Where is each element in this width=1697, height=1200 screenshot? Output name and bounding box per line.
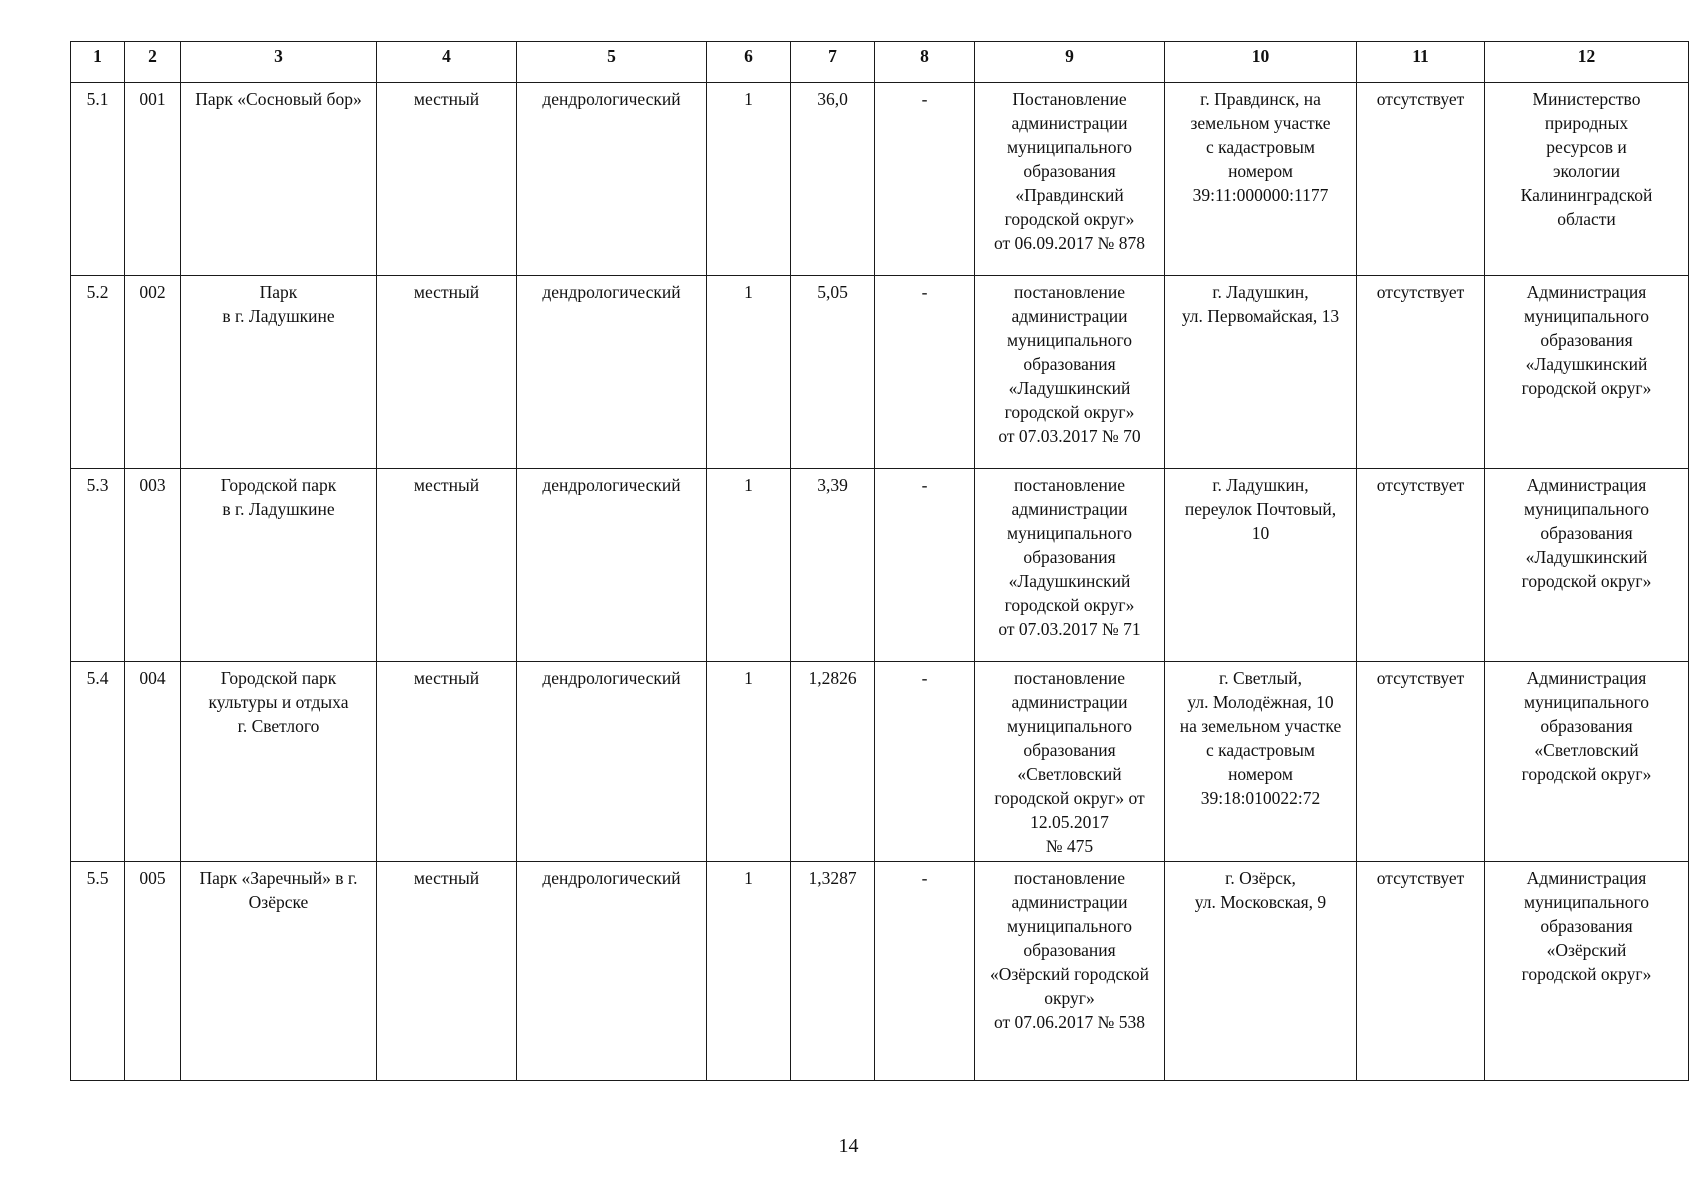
row-code: 001: [125, 83, 181, 276]
location: г. Правдинск, на земельном участке с кадастровым номером 39:11:000000:1177: [1165, 83, 1357, 276]
header-row: [71, 42, 1689, 83]
area: 36,0: [791, 83, 875, 276]
col11-value: отсутствует: [1357, 276, 1485, 469]
significance: местный: [377, 276, 517, 469]
founding-document: постановление администрации муниципального образования «Ладушкинский городской округ» от 07.03.2017 № 70: [975, 276, 1165, 469]
table-row: [71, 662, 1689, 862]
managing-authority: Министерство природных ресурсов и экологии Калининградской области: [1485, 83, 1689, 276]
column-header: 10: [1165, 42, 1357, 83]
col8-value: -: [875, 276, 975, 469]
row-number: 5.1: [71, 83, 125, 276]
column-header: 1: [71, 42, 125, 83]
significance: местный: [377, 83, 517, 276]
area: 1,2826: [791, 662, 875, 862]
area: 1,3287: [791, 862, 875, 1081]
row-code: 003: [125, 469, 181, 662]
location: г. Ладушкин, ул. Первомайская, 13: [1165, 276, 1357, 469]
col11-value: отсутствует: [1357, 83, 1485, 276]
significance: местный: [377, 662, 517, 862]
col8-value: -: [875, 83, 975, 276]
founding-document: Постановление администрации муниципального образования «Правдинский городской округ» от 06.09.2017 № 878: [975, 83, 1165, 276]
row-code: 002: [125, 276, 181, 469]
park-name: Городской парк в г. Ладушкине: [181, 469, 377, 662]
protected-areas-table: [70, 41, 1689, 1081]
profile: дендрологический: [517, 862, 707, 1081]
col8-value: -: [875, 662, 975, 862]
founding-document: постановление администрации муниципального образования «Ладушкинский городской округ» от 07.03.2017 № 71: [975, 469, 1165, 662]
profile: дендрологический: [517, 276, 707, 469]
location: г. Светлый, ул. Молодёжная, 10 на земельном участке с кадастровым номером 39:18:010022:72: [1165, 662, 1357, 862]
founding-document: постановление администрации муниципального образования «Озёрский городской округ» от 07.06.2017 № 538: [975, 862, 1165, 1081]
col8-value: -: [875, 469, 975, 662]
significance: местный: [377, 469, 517, 662]
count: 1: [707, 83, 791, 276]
column-header: 2: [125, 42, 181, 83]
table-row: [71, 862, 1689, 1081]
founding-document: постановление администрации муниципального образования «Светловский городской округ» от 12.05.2017 № 475: [975, 662, 1165, 862]
column-header: 7: [791, 42, 875, 83]
column-header: 11: [1357, 42, 1485, 83]
managing-authority: Администрация муниципального образования «Озёрский городской округ»: [1485, 862, 1689, 1081]
park-name: Парк «Заречный» в г. Озёрске: [181, 862, 377, 1081]
column-header: 9: [975, 42, 1165, 83]
profile: дендрологический: [517, 469, 707, 662]
column-header: 5: [517, 42, 707, 83]
significance: местный: [377, 862, 517, 1081]
row-code: 005: [125, 862, 181, 1081]
count: 1: [707, 469, 791, 662]
col11-value: отсутствует: [1357, 662, 1485, 862]
managing-authority: Администрация муниципального образования «Ладушкинский городской округ»: [1485, 276, 1689, 469]
count: 1: [707, 662, 791, 862]
row-number: 5.5: [71, 862, 125, 1081]
table-row: [71, 276, 1689, 469]
page-number: 14: [838, 1135, 859, 1157]
column-header: 4: [377, 42, 517, 83]
row-number: 5.2: [71, 276, 125, 469]
column-header: 8: [875, 42, 975, 83]
park-name: Парк в г. Ладушкине: [181, 276, 377, 469]
column-header: 12: [1485, 42, 1689, 83]
col11-value: отсутствует: [1357, 862, 1485, 1081]
col11-value: отсутствует: [1357, 469, 1485, 662]
column-header: 6: [707, 42, 791, 83]
managing-authority: Администрация муниципального образования «Ладушкинский городской округ»: [1485, 469, 1689, 662]
count: 1: [707, 276, 791, 469]
row-number: 5.3: [71, 469, 125, 662]
col8-value: -: [875, 862, 975, 1081]
row-code: 004: [125, 662, 181, 862]
count: 1: [707, 862, 791, 1081]
managing-authority: Администрация муниципального образования «Светловский городской округ»: [1485, 662, 1689, 862]
row-number: 5.4: [71, 662, 125, 862]
table-row: [71, 83, 1689, 276]
location: г. Озёрск, ул. Московская, 9: [1165, 862, 1357, 1081]
park-name: Парк «Сосновый бор»: [181, 83, 377, 276]
column-header: 3: [181, 42, 377, 83]
profile: дендрологический: [517, 83, 707, 276]
area: 3,39: [791, 469, 875, 662]
profile: дендрологический: [517, 662, 707, 862]
park-name: Городской парк культуры и отдыха г. Светлого: [181, 662, 377, 862]
area: 5,05: [791, 276, 875, 469]
table-row: [71, 469, 1689, 662]
location: г. Ладушкин, переулок Почтовый, 10: [1165, 469, 1357, 662]
